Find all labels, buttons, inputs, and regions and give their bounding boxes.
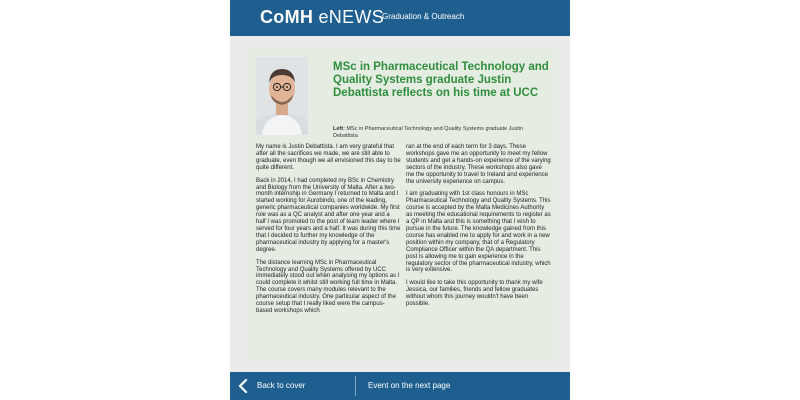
- article-title: MSc in Pharmaceutical Technology and Quality Systems graduate Justin Debattista reflects on his time at UCC: [333, 61, 549, 99]
- brand-light: eNEWS: [318, 7, 385, 27]
- section-title: Graduation & Outreach: [382, 12, 465, 21]
- page-panel: [230, 36, 570, 372]
- portrait-image: [256, 57, 308, 135]
- next-page-link[interactable]: Event on the next page: [368, 381, 451, 390]
- bottom-nav-bar: [230, 372, 570, 400]
- top-bar: [230, 0, 570, 36]
- back-to-cover-link[interactable]: Back to cover: [257, 381, 306, 390]
- brand-logo: [260, 7, 384, 28]
- portrait-photo: [256, 57, 308, 135]
- caption-lead: Left:: [333, 126, 345, 132]
- photo-caption: [333, 126, 533, 139]
- paragraph: I would like to take this opportunity to thank my wife Jessica, our families, friends and fellow graduates without whom this journey wouldn't have been possible.: [406, 280, 543, 308]
- brand-bold: CoMH: [260, 7, 314, 27]
- chevron-left-icon[interactable]: [236, 378, 252, 394]
- nav-divider: [355, 376, 356, 396]
- caption-text: MSc in Pharmaceutical Technology and Quality Systems graduate Justin Debattista: [333, 126, 524, 139]
- article-card: [248, 48, 558, 360]
- article-column-left: [256, 144, 401, 321]
- paragraph: Back in 2014, I had completed my BSc in Chemistry and Biology from the University of Malta. After a two-month internship in Germany I returned to Malta and I started working for Aurobindo, one of the leading, generic pharmaceutical companies worldwide. My first role was as a QC analyst and after one year and a half I was promoted to the post of team leader where I served for four years and a half. It was during this time that I decided to further my knowledge of the pharmaceutical industry by applying for a master's degree.: [256, 177, 401, 253]
- paragraph: The distance learning MSc in Pharmaceutical Technology and Quality Systems offered by UCC immediately stood out when analysing my options as I could complete it whilst still working full time in Malta. The course covers many modules relevant to the pharmaceutical industry. One particular aspect of the course setup that I really liked were the campus-based workshops which: [256, 259, 400, 314]
- paragraph: ran at the end of each term for 3 days. These workshops gave me an opportunity to meet my fellow students and get a hands-on experience of the varying sectors of the industry. These workshops also gave me the opportunity to travel to Ireland and experience the university experience on campus.: [406, 144, 551, 185]
- paragraph: I am graduating with 1st class honours in MSc Pharmaceutical Technology and Quality Systems. This course is accepted by the Malta Medicines Authority as meeting the educational requirements to register as a QP in Malta and this is something that I wish to pursue in the future. The knowledge gained from this course has enabled me to apply for and work in a new position within my company, that of a Regulatory Compliance Officer within the QA department. This post is allowing me to gain experience in the regulatory sector of the pharmaceutical industry, which is very extensive.: [406, 191, 551, 274]
- paragraph: My name is Justin Debattista. I am very grateful that after all the sacrifices we made, we are still able to graduate, even though we all envisioned this day to be quite different.: [256, 144, 401, 171]
- article-column-right: [406, 144, 551, 314]
